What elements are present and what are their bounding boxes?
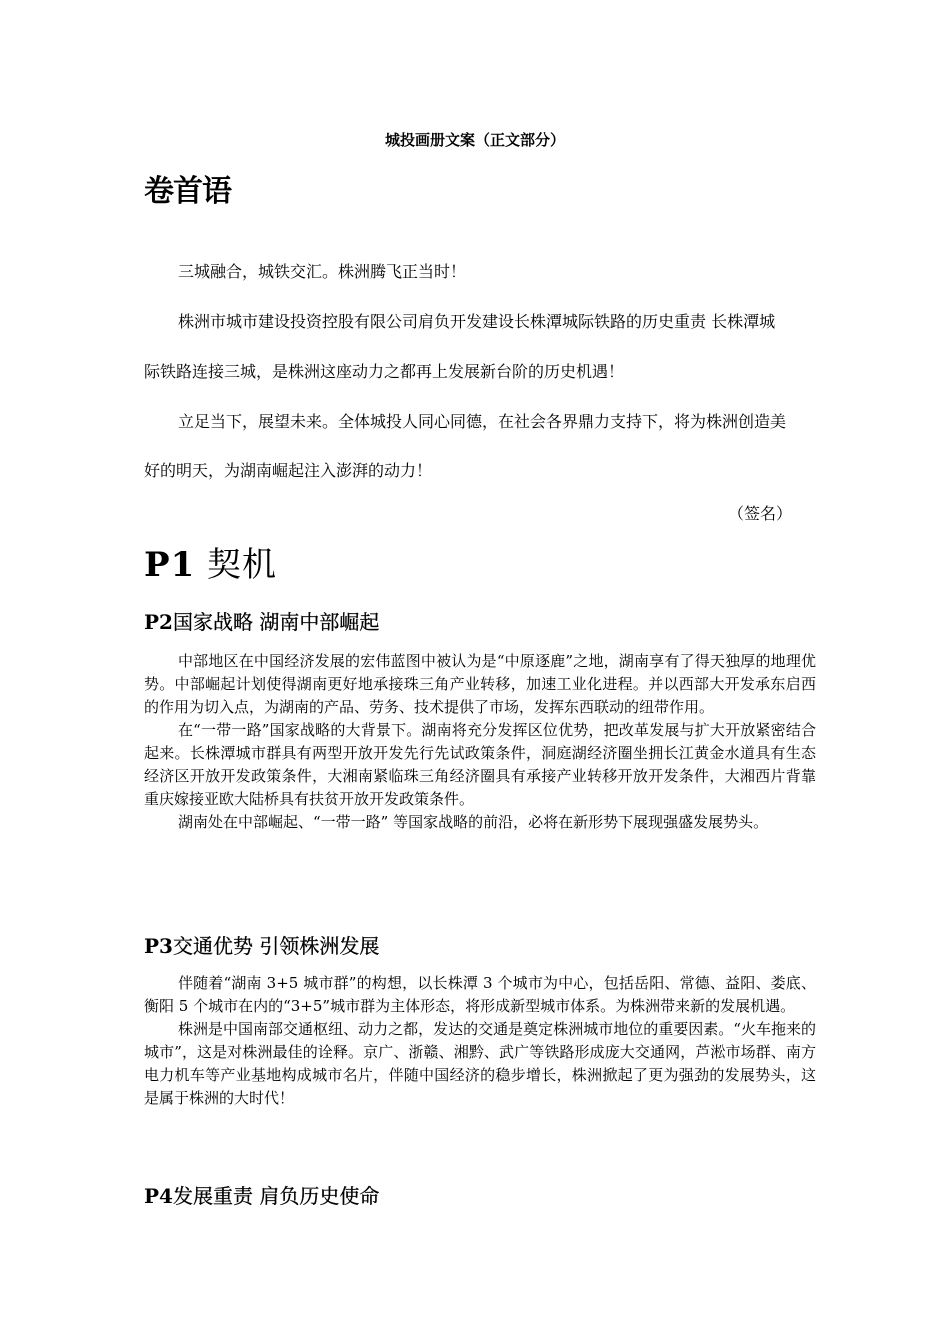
section-body-p2 — [144, 650, 816, 834]
section-title: 国家战略 湖南中部崛起 — [172, 610, 380, 634]
paragraph: 湖南处在中部崛起、“一带一路” 等国家战略的前沿，必将在新形势下展现强盛发展势头。 — [178, 813, 769, 831]
section-number: P2 — [144, 610, 173, 634]
signature-placeholder: （签名） — [728, 504, 793, 523]
paragraph: 在“一带一路”国家战略的大背景下。湖南将充分发挥区位优势，把改革发展与扩大开放紧密结合起来。长株潭城市群具有两型开放开发先行先试政策条件，洞庭湖经济圈坐拥长江黄金水道具有生态经济区开放开发政策条件，大湘南紧临珠三角经济圈具有承接产业转移开放开发条件，大湘西片背靠重庆嫁接亚欧大陆桥具有扶贫开放开发政策条件。 — [144, 721, 816, 808]
section-heading-p4 — [144, 1180, 379, 1209]
paragraph: 中部地区在中国经济发展的宏伟蓝图中被认为是“中原逐鹿”之地，湖南享有了得天独厚的地理优势。中部崛起计划使得湖南更好地承接珠三角产业转移，加速工业化进程。并以西部大开发承东启西的作用为切入点，为湖南的产品、劳务、技术提供了市场，发挥东西联动的纽带作用。 — [144, 652, 816, 716]
preface-line: 立足当下，展望未来。全体城投人同心同德，在社会各界鼎力支持下，将为株洲创造美 — [178, 412, 787, 431]
section-number: P4 — [144, 1184, 173, 1208]
section-title: 交通优势 引领株洲发展 — [172, 934, 380, 958]
section-title: 发展重责 肩负历史使命 — [172, 1184, 380, 1208]
section-heading-p2 — [144, 606, 379, 635]
p1-number: P1 — [144, 545, 196, 585]
p1-heading — [144, 537, 277, 586]
paragraph: 伴随着“湖南 3+5 城市群”的构想，以长株潭 3 个城市为中心，包括岳阳、常德、益阳、娄底、衡阳 5 个城市在内的“3+5”城市群为主体形态，将形成新型城市体系。为株洲带来新的发展机遇。 — [144, 974, 816, 1015]
preface-line: 株洲市城市建设投资控股有限公司肩负开发建设长株潭城际铁路的历史重责 长株潭城 — [178, 312, 776, 331]
preface-line: 际铁路连接三城，是株洲这座动力之都再上发展新台阶的历史机遇！ — [144, 362, 625, 381]
paragraph: 株洲是中国南部交通枢纽、动力之都，发达的交通是奠定株洲城市地位的重要因素。“火车拖来的城市”，这是对株洲最佳的诠释。京广、浙赣、湘黔、武广等铁路形成庞大交通网，芦淞市场群、南方电力机车等产业基地构成城市名片，伴随中国经济的稳步增长，株洲掀起了更为强劲的发展势头，这是属于株洲的大时代！ — [144, 1020, 816, 1107]
preface-line: 好的明天，为湖南崛起注入澎湃的动力！ — [144, 461, 433, 480]
section-heading-p3 — [144, 930, 379, 959]
p1-title: 契机 — [207, 545, 278, 585]
section-body-p3 — [144, 972, 816, 1110]
preface-line: 三城融合，城铁交汇。株洲腾飞正当时！ — [178, 262, 467, 281]
section-number: P3 — [144, 934, 173, 958]
preface-heading: 卷首语 — [144, 174, 231, 209]
document-title: 城投画册文案（正文部分） — [384, 131, 565, 149]
